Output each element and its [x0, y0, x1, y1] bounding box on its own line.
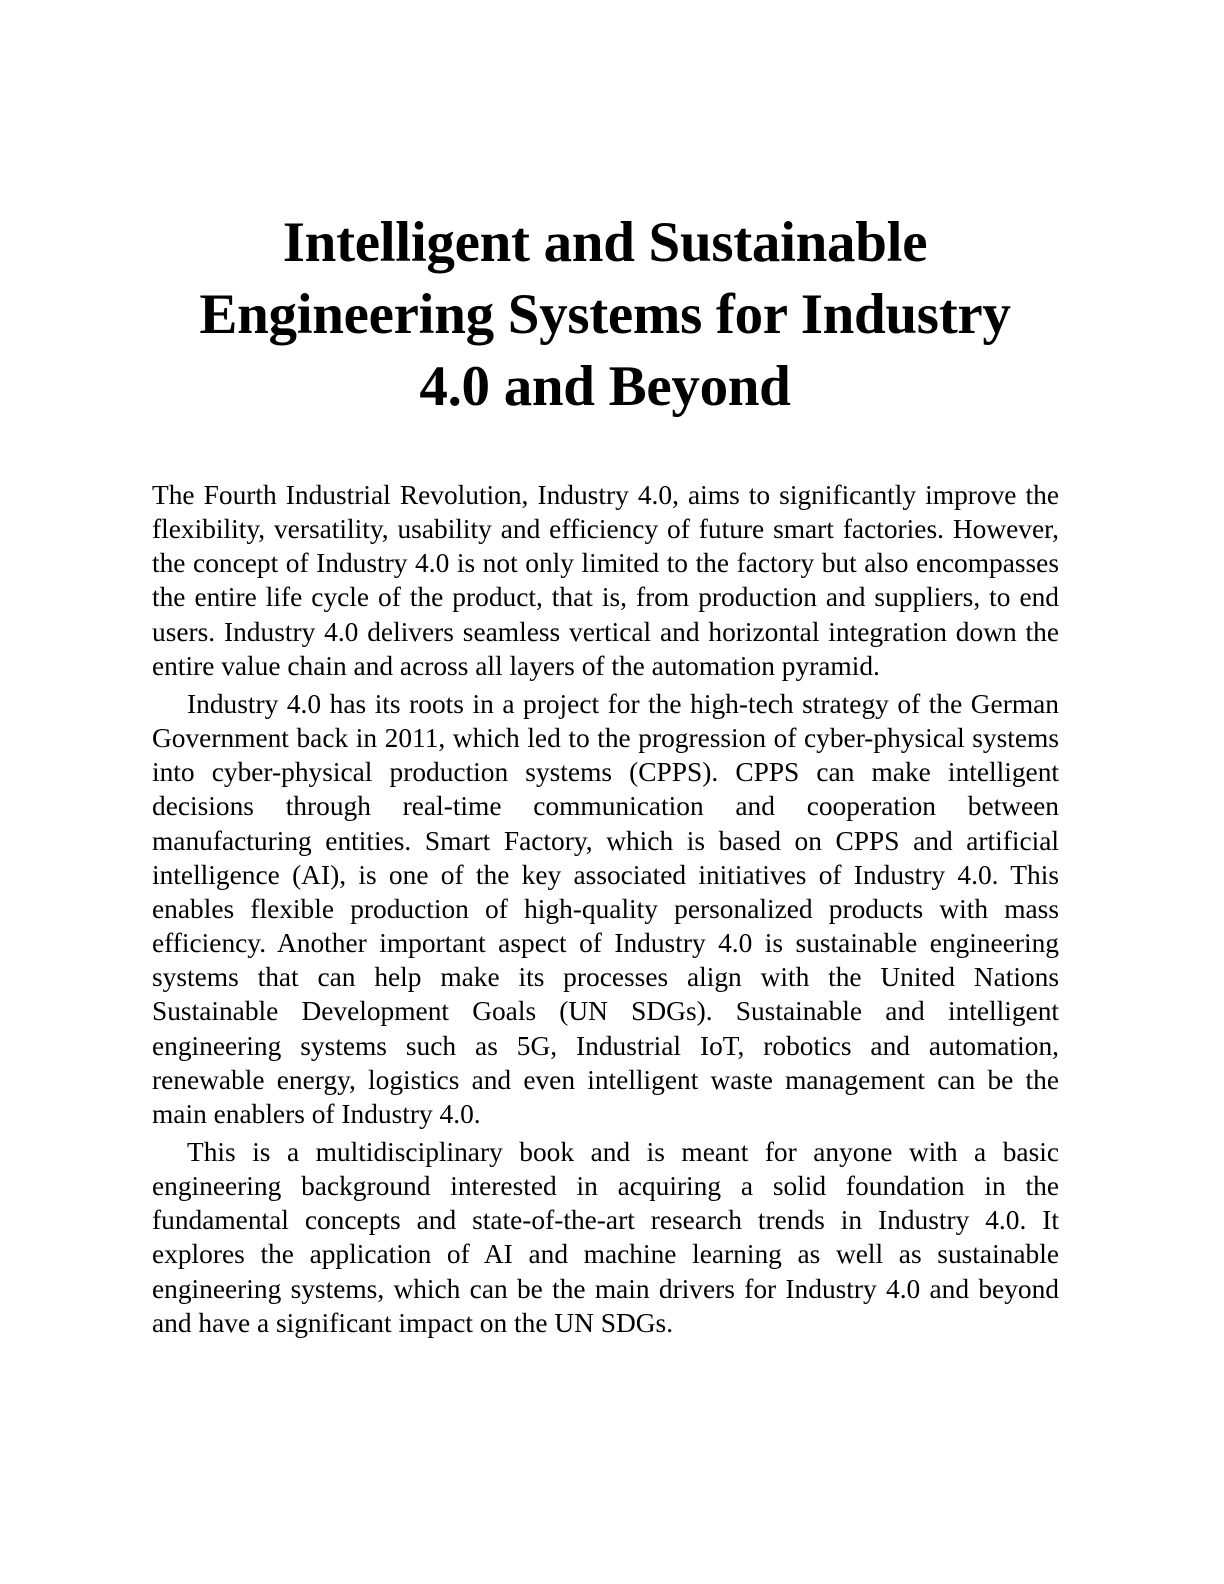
book-title-line-3: 4.0 and Beyond: [419, 355, 791, 418]
book-title-line-2: Engineering Systems for Industry: [199, 283, 1011, 346]
description-paragraph-2: Industry 4.0 has its roots in a project for the high-tech strategy of the German Government back in 2011, which led to the progression of cyber-physical systems into cyber-physical production systems (CPPS). CPPS can make intelligent decisions through real-time communication and cooperation between manufacturing entities. Smart Factory, which is based on CPPS and artificial intelligence (AI), is one of the key associated initiatives of Industry 4.0. This enables flexible production of high-quality personalized products with mass efficiency. Another important aspect of Industry 4.0 is sustainable engineering systems that can help make its processes align with the United Nations Sustainable Development Goals (UN SDGs). Sustainable and intelligent engineering systems such as 5G, Industrial IoT, robotics and automation, renewable energy, logistics and even intelligent waste management can be the main enablers of Industry 4.0.: [152, 688, 1059, 1129]
description-paragraph-1: The Fourth Industrial Revolution, Industry 4.0, aims to significantly improve the flexibility, versatility, usability and efficiency of future smart factories. However, the concept of Industry 4.0 is not only limited to the factory but also encompasses the entire life cycle of the product, that is, from production and suppliers, to end users. Industry 4.0 delivers seamless vertical and horizontal integration down the entire value chain and across all layers of the automation pyramid.: [152, 480, 1059, 681]
description-paragraph-3: This is a multidisciplinary book and is meant for anyone with a basic engineering background interested in acquiring a solid foundation in the fundamental concepts and state-of-the-art research trends in Industry 4.0. It explores the application of AI and machine learning as well as sustainable engineering systems, which can be the main drivers for Industry 4.0 and beyond and have a significant impact on the UN SDGs.: [152, 1136, 1059, 1338]
book-title-line-1: Intelligent and Sustainable: [282, 211, 928, 274]
book-description: [152, 478, 1059, 1340]
book-title: [150, 207, 1060, 423]
